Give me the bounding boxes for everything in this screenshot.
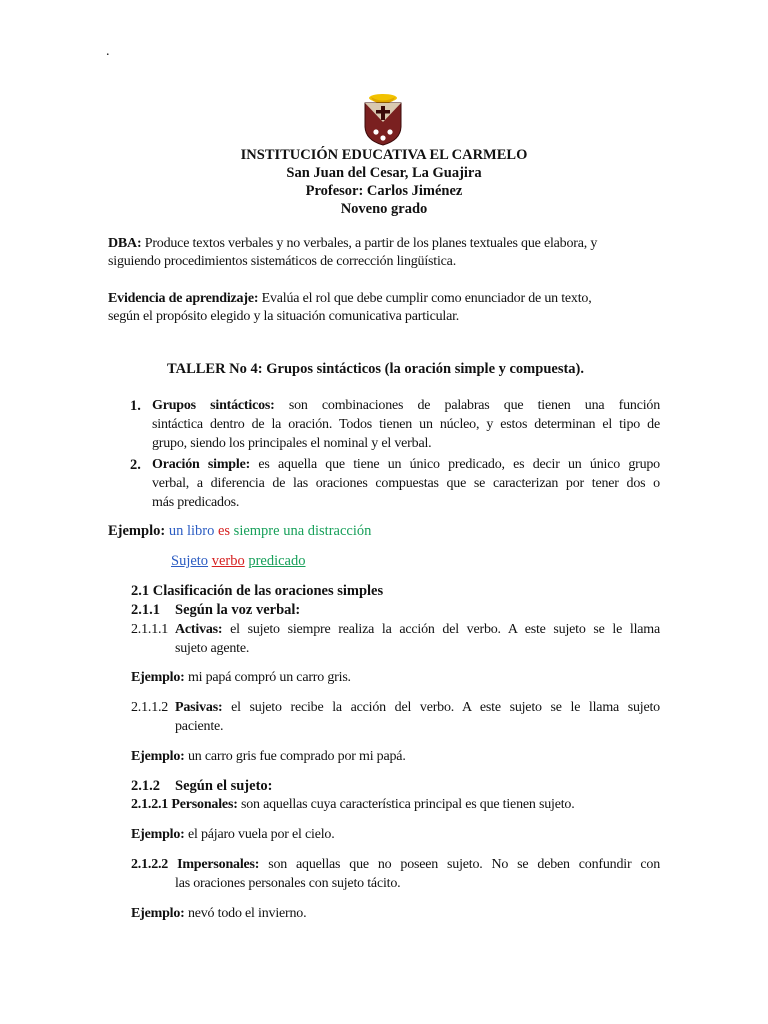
tag-verbo: verbo [211,553,245,569]
ejemplo-personales: Ejemplo: el pájaro vuela por el cielo. [131,827,335,842]
list-item-1-line1: Grupos sintácticos: son combinaciones de palabras que tienen una función [152,398,661,413]
school-location: San Juan del Cesar, La Guajira [286,165,482,181]
tag-sujeto: Sujeto [171,553,209,569]
section-2-1-2-number: 2.1.2 [131,778,160,794]
dba-text-line1: Produce textos verbales y no verbales, a partir de los planes textuales que elabora, y [144,236,598,251]
ejemplo-label: Ejemplo: [108,523,166,539]
school-crest-logo [331,92,435,146]
pasivas-term: Pasivas: [175,700,223,715]
stray-dot: . [106,44,110,59]
grade-level: Noveno grado [340,201,428,217]
list-number-2: 2. [130,457,141,473]
impersonales-line1: 2.1.2.2 Impersonales: son aquellas que no poseen sujeto. No se deben confundir con [131,857,660,872]
activas-number: 2.1.1.1 [131,622,169,637]
list-item-2-term: Oración simple: [152,457,251,472]
section-2-1-1-title: Según la voz verbal: [175,602,301,618]
list-item-2-line1: Oración simple: es aquella que tiene un único predicado, es decir un único grupo [152,457,660,472]
activas-line2: sujeto agente. [175,641,250,656]
pasivas-line1: Pasivas: el sujeto recibe la acción del verbo. A este sujeto se le llama sujeto [175,700,660,715]
taller-title: TALLER No 4: Grupos sintácticos (la oración simple y compuesta). [167,361,585,377]
evidencia-label: Evidencia de aprendizaje: [108,291,259,306]
list-item-2-line2: verbal, a diferencia de las oraciones compuestas que se caracterizan por tener dos o [152,476,660,491]
personales-line: 2.1.2.1 Personales: son aquellas cuya característica principal es que tienen sujeto. [131,797,575,812]
pasivas-line2: paciente. [175,719,224,734]
list-item-1-term: Grupos sintácticos: [152,398,275,413]
evidencia-text-line1: Evalúa el rol que debe cumplir como enunciador de un texto, [261,291,592,306]
section-2-1-2-title: Según el sujeto: [175,778,273,794]
list-number-1: 1. [130,398,141,414]
personales-number: 2.1.2.1 [131,797,169,812]
ejemplo-sujeto: un libro [168,523,215,539]
list-item-1-line2: sintáctica dentro de la oración. Todos tienen un núcleo, y estos determinan el tipo de [152,417,660,432]
section-2-1-heading: 2.1 Clasificación de las oraciones simples [131,583,384,599]
evidencia-text-line2: según el propósito elegido y la situación comunicativa particular. [108,309,460,324]
ejemplo-pasivas: Ejemplo: un carro gris fue comprado por mi papá. [131,749,406,764]
evidencia-paragraph [108,290,678,309]
ejemplo-predicado: siempre una distracción [233,523,372,539]
impersonales-term: Impersonales: [177,857,260,872]
ejemplo-oracion-simple [108,522,371,541]
dba-paragraph [108,235,668,254]
impersonales-number: 2.1.2.2 [131,857,169,872]
section-2-1-1-number: 2.1.1 [131,602,160,618]
teacher-name: Profesor: Carlos Jiménez [305,183,463,199]
ejemplo-verbo: es [217,523,231,539]
dba-label: DBA: [108,236,142,251]
ejemplo-impersonales: Ejemplo: nevó todo el invierno. [131,906,307,921]
list-item-1-line3: grupo, siendo los principales el nominal y el verbal. [152,436,432,451]
dba-text-line2: siguiendo procedimientos sistemáticos de corrección lingüística. [108,254,456,269]
school-name: INSTITUCIÓN EDUCATIVA EL CARMELO [240,147,528,163]
ejemplo-activas: Ejemplo: mi papá compró un carro gris. [131,670,351,685]
pasivas-number: 2.1.1.2 [131,700,169,715]
activas-term: Activas: [175,622,223,637]
impersonales-line2: las oraciones personales con sujeto tácito. [175,876,401,891]
personales-term: Personales: [171,797,238,812]
ejemplo-tags [171,552,306,571]
list-item-2-line3: más predicados. [152,495,240,510]
activas-line1: Activas: el sujeto siempre realiza la acción del verbo. A este sujeto se le llama [175,622,660,637]
tag-predicado: predicado [248,553,306,569]
